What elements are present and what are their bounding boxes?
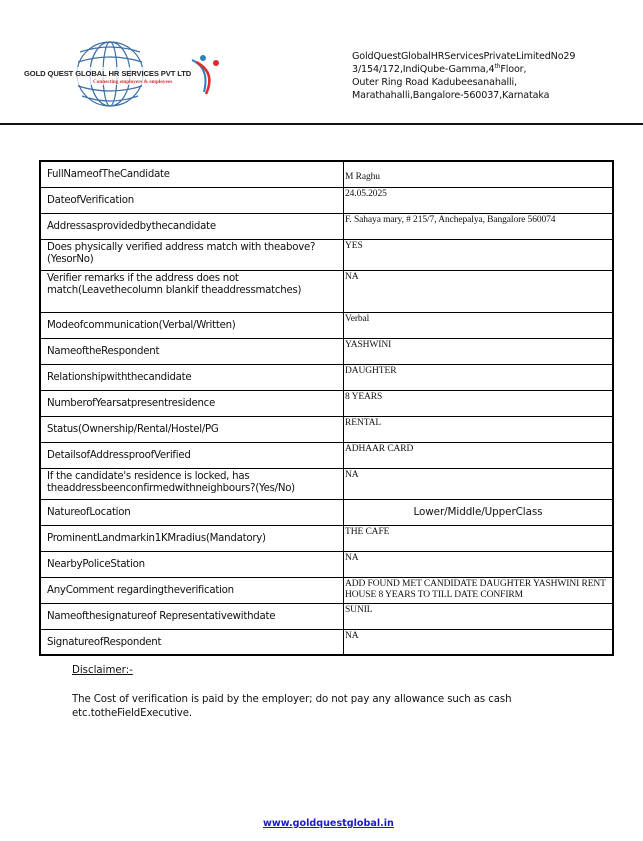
table-row: [40, 239, 613, 270]
field-label: NatureofLocation: [40, 499, 344, 525]
table-row: [40, 270, 613, 312]
verification-form-table: [39, 160, 614, 656]
company-address: [352, 50, 575, 102]
field-label: Verifier remarks if the address does not match(Leavethecolumn blankif theaddressmatches): [40, 270, 344, 312]
field-value: SUNIL: [344, 603, 614, 629]
table-row: [40, 499, 613, 525]
table-row: [40, 213, 613, 239]
field-value: Verbal: [344, 312, 614, 338]
field-label: DetailsofAddressproofVerified: [40, 442, 344, 468]
field-value: NA: [344, 629, 614, 655]
field-label: NearbyPoliceStation: [40, 551, 344, 577]
table-row: [40, 338, 613, 364]
field-label: Addressasprovidedbythecandidate: [40, 213, 344, 239]
field-value: YES: [344, 239, 614, 270]
field-value: F. Sahaya mary, # 215/7, Anchepalya, Bangalore 560074: [344, 213, 614, 239]
field-value: NA: [344, 468, 614, 499]
table-row: [40, 525, 613, 551]
field-label: If the candidate's residence is locked, has theaddressbeenconfirmedwithneighbours?(Yes/No): [40, 468, 344, 499]
field-value: 24.05.2025: [344, 187, 614, 213]
field-value: YASHWINI: [344, 338, 614, 364]
header-divider: [0, 123, 643, 125]
nature-of-location-value: Lower/Middle/UpperClass: [344, 499, 614, 525]
field-label: ProminentLandmarkin1KMradius(Mandatory): [40, 525, 344, 551]
table-row: [40, 390, 613, 416]
logo-tagline: Connecting employers & employees: [93, 79, 173, 85]
address-line-3: Outer Ring Road Kadubeesanahalli,: [352, 77, 517, 88]
field-value: 8 YEARS: [344, 390, 614, 416]
field-label: Modeofcommunication(Verbal/Written): [40, 312, 344, 338]
disclaimer-heading: Disclaimer:-: [72, 665, 133, 676]
table-row: [40, 551, 613, 577]
address-line-4: Marathahalli,Bangalore-560037,Karnataka: [352, 90, 550, 101]
field-value: RENTAL: [344, 416, 614, 442]
company-logo: [20, 38, 230, 110]
field-value: ADD FOUND MET CANDIDATE DAUGHTER YASHWINI RENT HOUSE 8 YEARS TO TILL DATE CONFIRM: [344, 577, 614, 603]
field-value: M Raghu: [344, 161, 614, 187]
table-row: [40, 442, 613, 468]
field-value: NA: [344, 270, 614, 312]
table-row: [40, 577, 613, 603]
field-value: DAUGHTER: [344, 364, 614, 390]
logo-company-name: GOLD QUEST GLOBAL HR SERVICES PVT LTD: [24, 69, 192, 78]
address-line-2: 3/154/172,IndiQube-Gamma,4thFloor,: [352, 63, 527, 75]
address-line-1: GoldQuestGlobalHRServicesPrivateLimitedNo29: [352, 51, 576, 62]
table-row: [40, 187, 613, 213]
field-value: ADHAAR CARD: [344, 442, 614, 468]
disclaimer-text: The Cost of verification is paid by the employer; do not pay any allowance such as cash etc.totheFieldExecutive.: [72, 694, 512, 719]
field-label: Nameofthesignatureof Representativewithdate: [40, 603, 344, 629]
table-row: [40, 312, 613, 338]
table-row: [40, 364, 613, 390]
field-value: NA: [344, 551, 614, 577]
table-row: [40, 468, 613, 499]
field-label: NumberofYearsatpresentresidence: [40, 390, 344, 416]
table-row: [40, 629, 613, 655]
field-label: Relationshipwiththecandidate: [40, 364, 344, 390]
field-label: AnyComment regardingtheverification: [40, 577, 344, 603]
field-label: SignatureofRespondent: [40, 629, 344, 655]
field-label: NameoftheRespondent: [40, 338, 344, 364]
field-label: Does physically verified address match with theabove? (YesorNo): [40, 239, 344, 270]
table-row: [40, 416, 613, 442]
field-value: THE CAFE: [344, 525, 614, 551]
website-link[interactable]: www.goldquestglobal.in: [263, 818, 394, 829]
table-row: [40, 603, 613, 629]
table-row: [40, 161, 613, 187]
field-label: FullNameofTheCandidate: [40, 161, 344, 187]
field-label: Status(Ownership/Rental/Hostel/PG: [40, 416, 344, 442]
field-label: DateofVerification: [40, 187, 344, 213]
